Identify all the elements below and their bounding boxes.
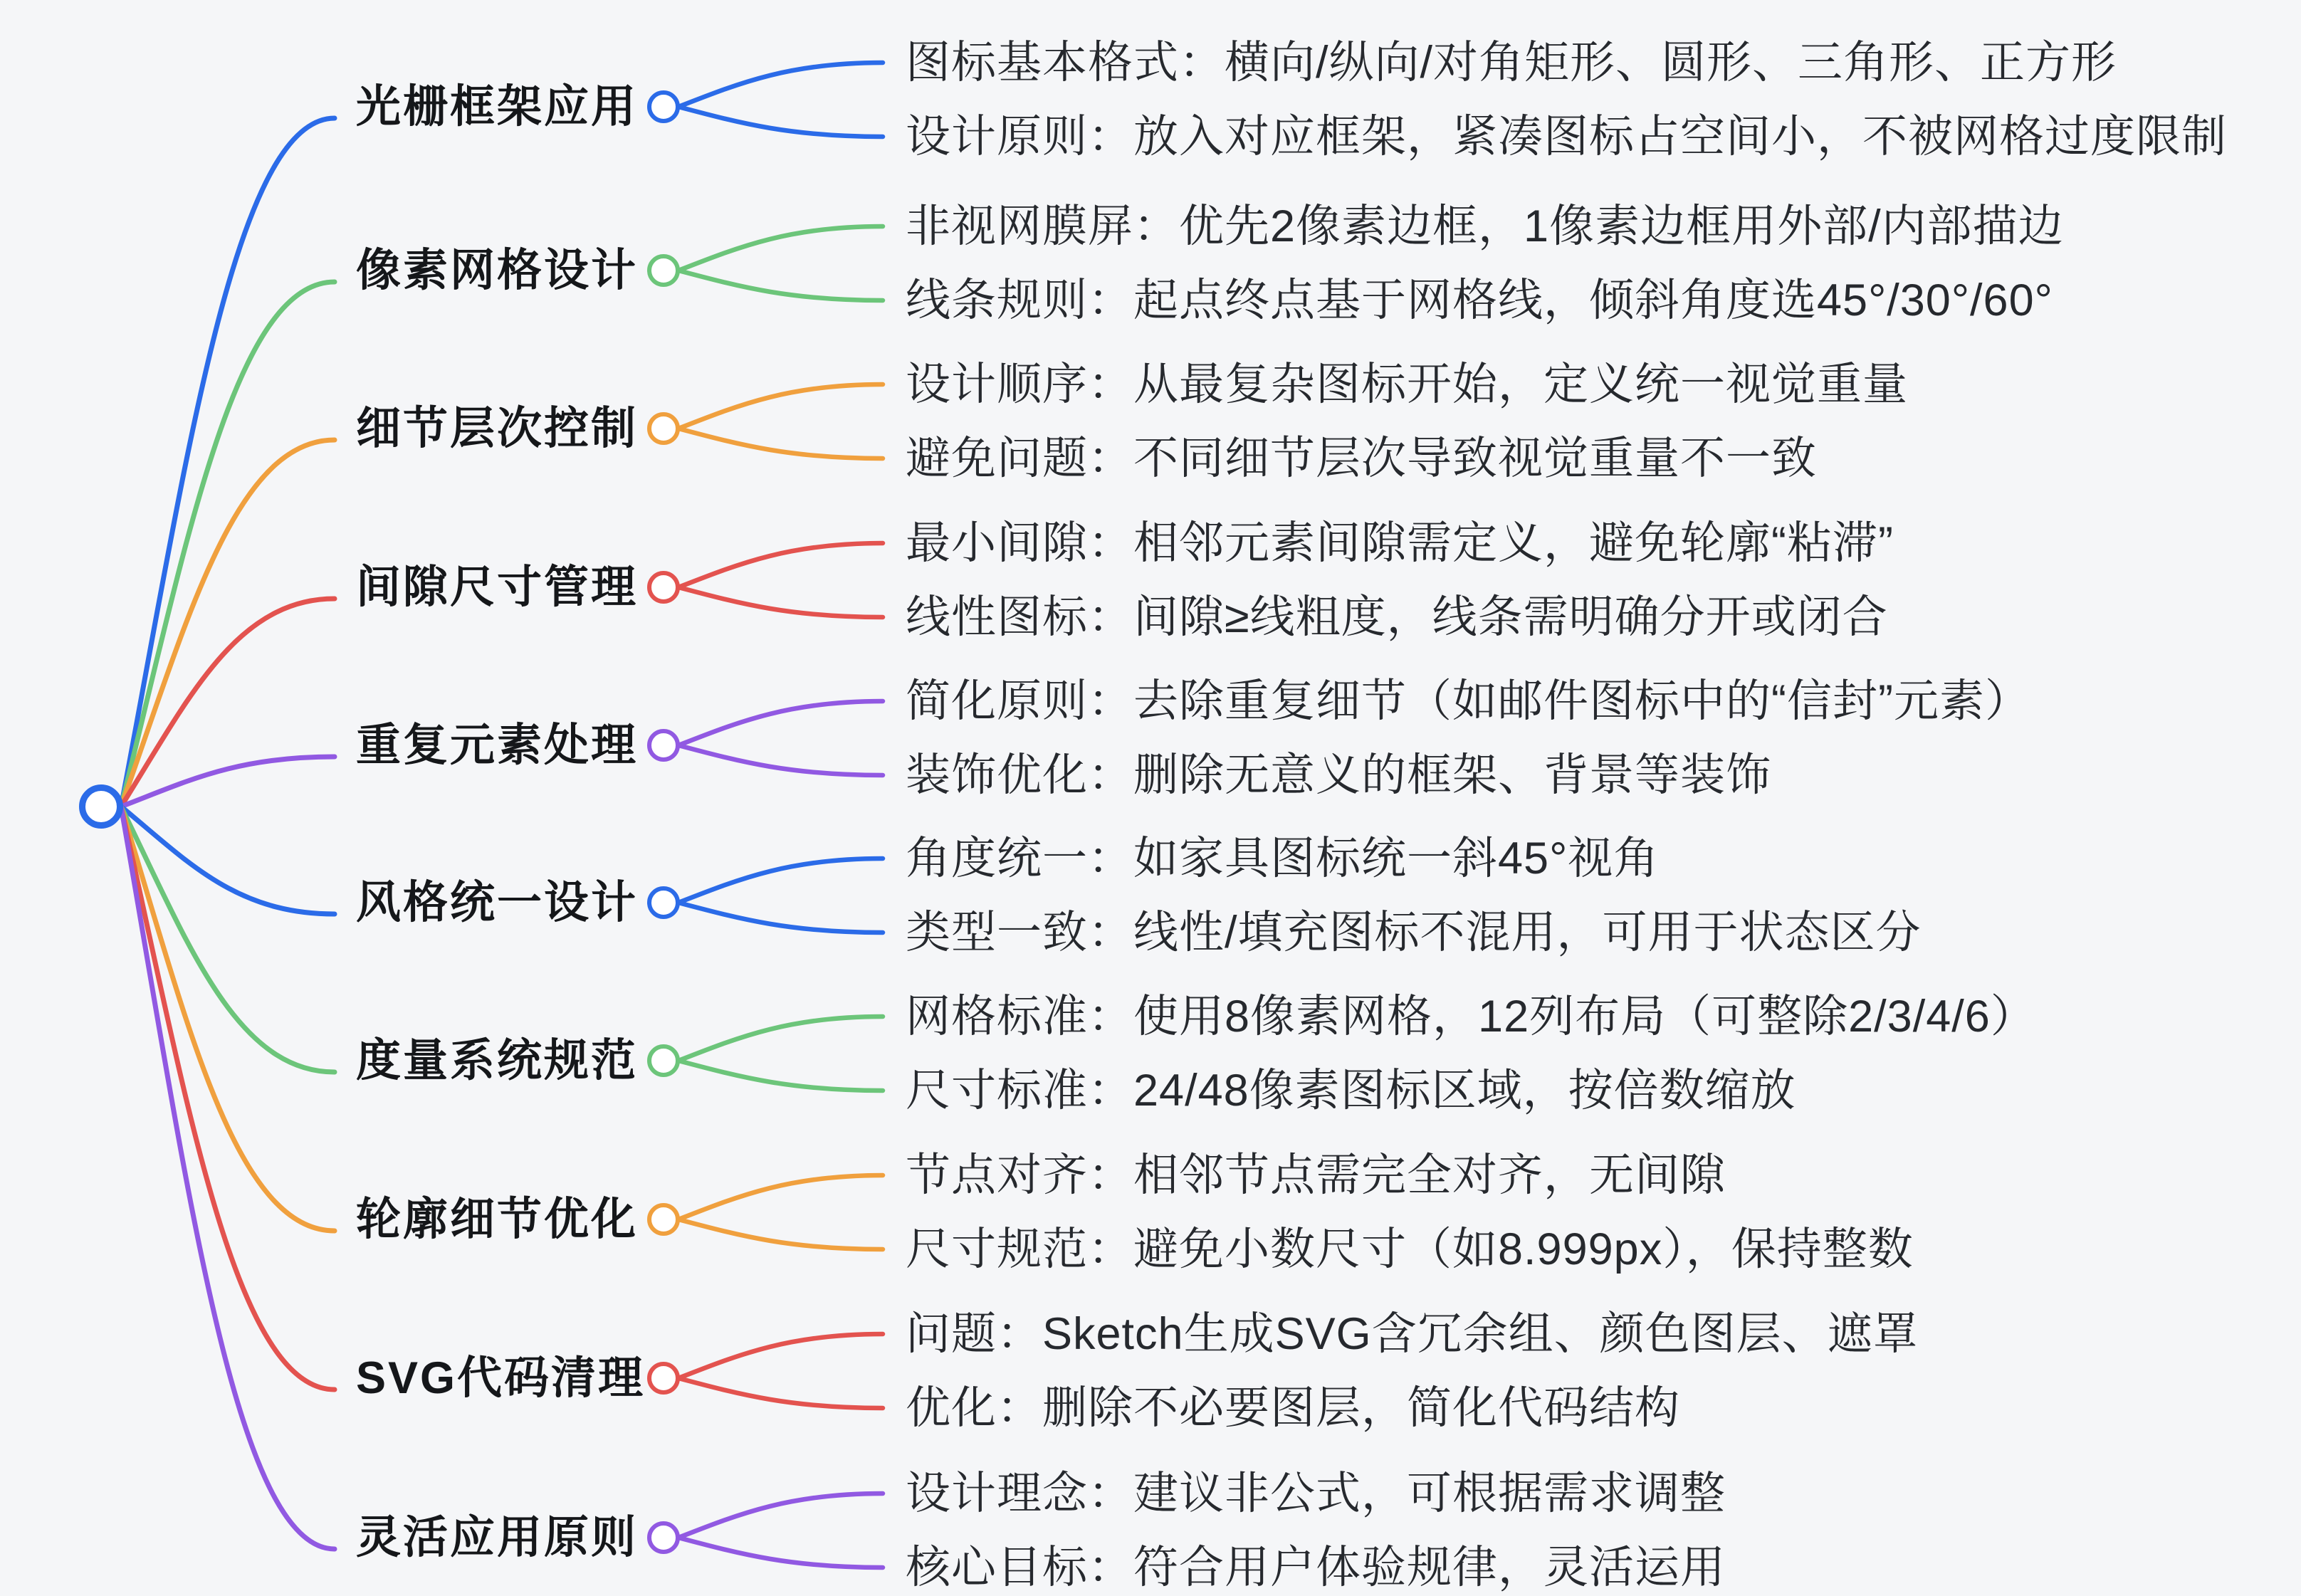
leaf-topic[interactable]: 优化：删除不必要图层，简化代码结构 [906, 1383, 1680, 1433]
branch-topic[interactable]: SVG代码清理 [356, 1353, 646, 1403]
branch-node-circle[interactable] [647, 1521, 680, 1554]
branch-topic[interactable]: 风格统一设计 [356, 878, 638, 928]
leaf-topic[interactable]: 最小间隙：相邻元素间隙需定义，避免轮廓“粘滞” [906, 518, 1894, 568]
leaf-topic[interactable]: 问题：Sketch生成SVG含冗余组、颜色图层、遮罩 [906, 1309, 1919, 1359]
branch-topic[interactable]: 细节层次控制 [356, 404, 638, 453]
branch-node-circle[interactable] [647, 1044, 680, 1077]
branch-node-circle[interactable] [647, 1203, 680, 1236]
leaf-topic[interactable]: 核心目标：符合用户体验规律，灵活运用 [906, 1543, 1726, 1592]
branch-topic[interactable]: 重复元素处理 [356, 720, 638, 770]
branch-node-circle[interactable] [647, 729, 680, 762]
leaf-topic[interactable]: 避免问题：不同细节层次导致视觉重量不一致 [906, 434, 1817, 483]
branch-topic[interactable]: 灵活应用原则 [356, 1513, 638, 1563]
leaf-topic[interactable]: 节点对齐：相邻节点需完全对齐，无间隙 [906, 1150, 1726, 1200]
branch-node-circle[interactable] [647, 254, 680, 287]
leaf-topic[interactable]: 角度统一：如家具图标统一斜45°视角 [906, 834, 1660, 883]
leaf-topic[interactable]: 图标基本格式：横向/纵向/对角矩形、圆形、三角形、正方形 [906, 38, 2117, 88]
branch-node-circle[interactable] [647, 412, 680, 445]
leaf-topic[interactable]: 设计顺序：从最复杂图标开始，定义统一视觉重量 [906, 359, 1908, 409]
leaf-topic[interactable]: 尺寸规范：避免小数尺寸（如8.999px），保持整数 [906, 1224, 1914, 1274]
leaf-topic[interactable]: 非视网膜屏：优先2像素边框，1像素边框用外部/内部描边 [906, 201, 2064, 251]
leaf-topic[interactable]: 装饰优化：删除无意义的框架、背景等装饰 [906, 750, 1771, 800]
branch-node-circle[interactable] [647, 90, 680, 123]
leaf-topic[interactable]: 设计原则：放入对应框架，紧凑图标占空间小，不被网格过度限制 [906, 112, 2227, 162]
branch-topic[interactable]: 度量系统规范 [356, 1036, 638, 1086]
branch-node-circle[interactable] [647, 571, 680, 604]
leaf-topic[interactable]: 简化原则：去除重复细节（如邮件图标中的“信封”元素） [906, 676, 2030, 726]
branch-topic[interactable]: 像素网格设计 [356, 246, 638, 295]
leaf-topic[interactable]: 尺寸标准：24/48像素图标区域，按倍数缩放 [906, 1066, 1796, 1115]
branch-node-circle[interactable] [647, 886, 680, 919]
branch-topic[interactable]: 光栅框架应用 [356, 82, 638, 132]
branch-node-circle[interactable] [647, 1362, 680, 1395]
leaf-topic[interactable]: 类型一致：线性/填充图标不混用，可用于状态区分 [906, 908, 1922, 957]
leaf-topic[interactable]: 线性图标：间隙≥线粗度，线条需明确分开或闭合 [906, 592, 1888, 642]
leaf-topic[interactable]: 线条规则：起点终点基于网格线，倾斜角度选45°/30°/60° [906, 275, 2053, 325]
branch-topic[interactable]: 间隙尺寸管理 [356, 562, 638, 612]
leaf-topic[interactable]: 网格标准：使用8像素网格，12列布局（可整除2/3/4/6） [906, 992, 2036, 1041]
leaf-topic[interactable]: 设计理念：建议非公式，可根据需求调整 [906, 1469, 1726, 1518]
branch-topic[interactable]: 轮廓细节优化 [356, 1195, 638, 1244]
root-node-circle[interactable] [79, 784, 123, 829]
